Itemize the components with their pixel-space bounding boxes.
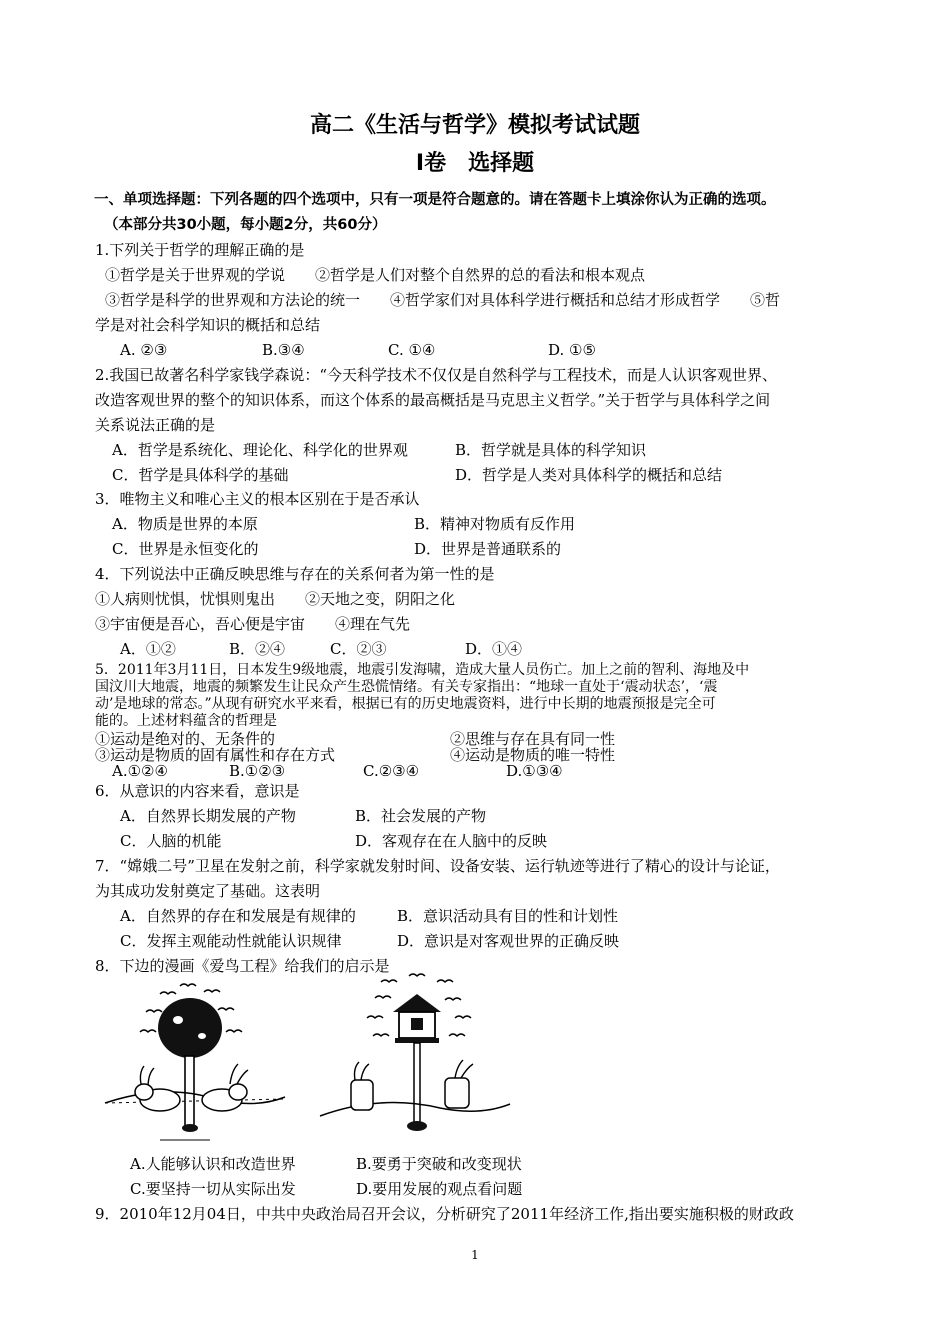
q2-stem-1: 2.我国已故著名科学家钱学森说：“今天科学技术不仅仅是自然科学与工程技术，而是人认识客观世界、 bbox=[95, 366, 777, 384]
q5-option-a: A.①②④ bbox=[112, 762, 168, 780]
section-note: （本部分共30小题，每小题2分，共60分） bbox=[104, 217, 387, 233]
q8-option-b: B.要勇于突破和改变现状 bbox=[356, 1155, 522, 1173]
q5-option-d: D.①③④ bbox=[506, 762, 563, 780]
q2-stem-3: 关系说法正确的是 bbox=[95, 416, 216, 434]
page-number: 1 bbox=[471, 1248, 479, 1262]
q2-option-d: D．哲学是人类对具体科学的概括和总结 bbox=[455, 466, 723, 484]
q4-statements-1: ①人病则忧惧，忧惧则鬼出 ②天地之变，阴阳之化 bbox=[95, 590, 456, 608]
q4-option-a: A．①② bbox=[120, 640, 176, 658]
q1-option-a: A. ②③ bbox=[120, 341, 168, 359]
q2-option-c: C．哲学是具体科学的基础 bbox=[112, 466, 289, 484]
q3-stem: 3．唯物主义和唯心主义的根本区别在于是否承认 bbox=[95, 490, 420, 508]
q4-statements-2: ③宇宙便是吾心，吾心便是宇宙 ④理在气先 bbox=[95, 615, 411, 633]
q4-option-c: C．②③ bbox=[330, 640, 387, 658]
q8-option-d: D.要用发展的观点看问题 bbox=[356, 1180, 523, 1198]
q3-option-a: A．物质是世界的本原 bbox=[112, 515, 258, 533]
q5-stem-4: 能的。上述材料蕴含的哲理是 bbox=[95, 713, 277, 729]
q5-stem-2: 国汶川大地震，地震的频繁发生让民众产生恐慌情绪。有关专家指出：“地球一直处于‘震动状态’，‘震 bbox=[95, 679, 718, 695]
q5-stem-1: 5．2011年3月11日，日本发生9级地震，地震引发海啸，造成大量人员伤亡。加上之前的智利、海地及中 bbox=[95, 662, 750, 678]
q7-option-b: B．意识活动具有目的性和计划性 bbox=[397, 907, 619, 925]
q6-option-c: C．人脑的机能 bbox=[120, 832, 222, 850]
q1-statements-2: ③哲学是科学的世界观和方法论的统一 ④哲学家们对具体科学进行概括和总结才形成哲学 ⑤哲 bbox=[105, 291, 781, 309]
q7-stem-1: 7．“嫦娥二号”卫星在发射之前，科学家就发射时间、设备安装、运行轨迹等进行了精心的设计与论证， bbox=[95, 857, 780, 875]
q9-stem-1: 9．2010年12月04日，中共中央政治局召开会议，分析研究了2011年经济工作,指出要实施积极的财政政 bbox=[95, 1205, 794, 1223]
q2-option-b: B．哲学就是具体的科学知识 bbox=[455, 441, 647, 459]
q5-option-c: C.②③④ bbox=[363, 762, 420, 780]
q5-option-b: B.①②③ bbox=[229, 762, 286, 780]
q3-option-c: C．世界是永恒变化的 bbox=[112, 540, 259, 558]
q1-statements-3: 学是对社会科学知识的概括和总结 bbox=[95, 316, 321, 334]
q7-option-c: C．发挥主观能动性就能认识规律 bbox=[120, 932, 342, 950]
q7-stem-2: 为其成功发射奠定了基础。这表明 bbox=[95, 882, 321, 900]
q6-option-b: B．社会发展的产物 bbox=[355, 807, 487, 825]
q6-option-d: D．客观存在在人脑中的反映 bbox=[355, 832, 548, 850]
q1-stem: 1.下列关于哲学的理解正确的是 bbox=[95, 241, 305, 259]
q4-option-b: B．②④ bbox=[229, 640, 286, 658]
q1-statements-1: ①哲学是关于世界观的学说 ②哲学是人们对整个自然界的总的看法和根本观点 bbox=[105, 266, 646, 284]
q4-stem: 4．下列说法中正确反映思维与存在的关系何者为第一性的是 bbox=[95, 565, 495, 583]
q5-statement-4: ④运动是物质的唯一特性 bbox=[450, 746, 616, 764]
q1-option-d: D. ①⑤ bbox=[548, 341, 596, 359]
q8-option-c: C.要坚持一切从实际出发 bbox=[130, 1180, 296, 1198]
q6-option-a: A．自然界长期发展的产物 bbox=[120, 807, 296, 825]
q8-stem: 8．下边的漫画《爱鸟工程》给我们的启示是 bbox=[95, 957, 390, 975]
q1-option-b: B.③④ bbox=[262, 341, 305, 359]
q2-option-a: A．哲学是系统化、理论化、科学化的世界观 bbox=[112, 441, 408, 459]
q6-stem: 6．从意识的内容来看，意识是 bbox=[95, 782, 300, 800]
q5-statement-3: ③运动是物质的固有属性和存在方式 bbox=[95, 746, 336, 764]
q5-statement-2: ②思维与存在具有同一性 bbox=[450, 730, 616, 748]
section-heading: 一、单项选择题：下列各题的四个选项中，只有一项是符合题意的。请在答题卡上填涂你认为正确的选项。 bbox=[94, 192, 776, 208]
q7-option-a: A．自然界的存在和发展是有规律的 bbox=[120, 907, 356, 925]
page-subtitle: I卷 选择题 bbox=[415, 151, 535, 176]
cartoon-birdhouse-image bbox=[315, 968, 515, 1143]
q7-option-d: D．意识是对客观世界的正确反映 bbox=[397, 932, 620, 950]
cartoon-tree-image bbox=[100, 980, 290, 1145]
q8-option-a: A.人能够认识和改造世界 bbox=[130, 1155, 296, 1173]
page-title: 高二《生活与哲学》模拟考试试题 bbox=[309, 113, 640, 138]
q5-stem-3: 动’是地球的常态。”从现有研究水平来看，根据已有的历史地震资料，进行中长期的地震预报是完全可 bbox=[95, 696, 716, 712]
q3-option-d: D．世界是普通联系的 bbox=[414, 540, 562, 558]
q1-option-c: C. ①④ bbox=[388, 341, 436, 359]
q4-option-d: D．①④ bbox=[465, 640, 523, 658]
q3-option-b: B．精神对物质有反作用 bbox=[414, 515, 576, 533]
q5-statement-1: ①运动是绝对的、无条件的 bbox=[95, 730, 276, 748]
q2-stem-2: 改造客观世界的整个的知识体系，而这个体系的最高概括是马克思主义哲学。”关于哲学与具体科学之间 bbox=[95, 391, 771, 409]
